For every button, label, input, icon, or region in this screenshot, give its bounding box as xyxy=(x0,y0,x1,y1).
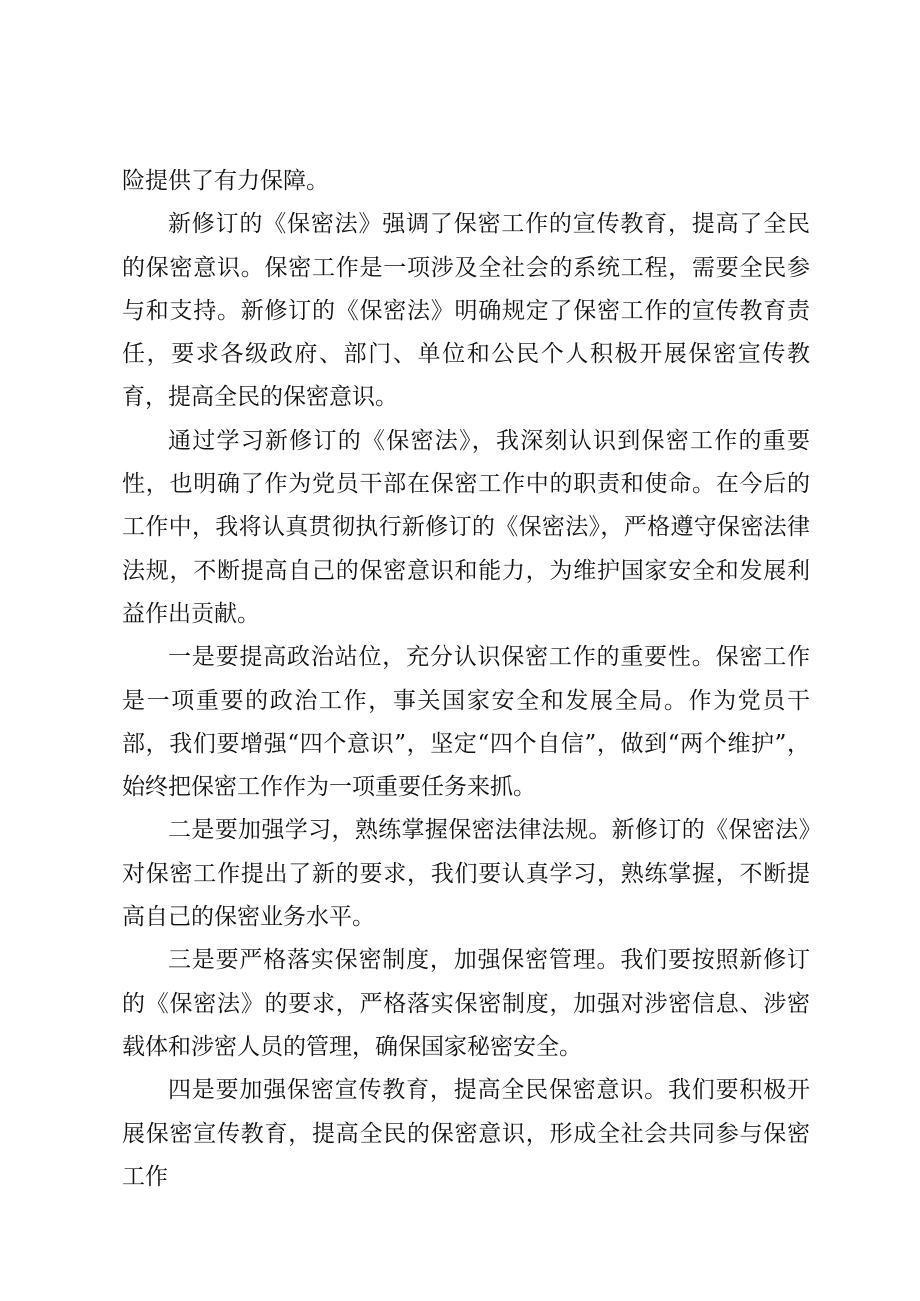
document-body xyxy=(122,160,810,1199)
paragraph-continued: 险提供了有力保障。 xyxy=(122,168,329,194)
paragraph-point-one: 一是要提高政治站位，充分认识保密工作的重要性。保密工作是一项重要的政治工作，事关国家安全和发展全局。作为党员干部，我们要增强“四个意识”，坚定“四个自信”，做到“两个维护”，始终把保密工作作为一项重要任务来抓。 xyxy=(122,644,810,801)
paragraph-propaganda-education: 新修订的《保密法》强调了保密工作的宣传教育，提高了全民的保密意识。保密工作是一项涉及全社会的系统工程，需要全民参与和支持。新修订的《保密法》明确规定了保密工作的宣传教育责任，要求各级政府、部门、单位和公民个人积极开展保密宣传教育，提高全民的保密意识。 xyxy=(122,211,810,411)
paragraph-point-three: 三是要严格落实保密制度，加强保密管理。我们要按照新修订的《保密法》的要求，严格落实保密制度，加强对涉密信息、涉密载体和涉密人员的管理，确保国家秘密安全。 xyxy=(122,947,810,1060)
paragraph-point-four: 四是要加强保密宣传教育，提高全民保密意识。我们要积极开展保密宣传教育，提高全民的保密意识，形成全社会共同参与保密工作 xyxy=(122,1077,810,1190)
paragraph-learning-summary: 通过学习新修订的《保密法》，我深刻认识到保密工作的重要性，也明确了作为党员干部在保密工作中的职责和使命。在今后的工作中，我将认真贯彻执行新修订的《保密法》，严格遵守保密法律法规，不断提高自己的保密意识和能力，为维护国家安全和发展利益作出贡献。 xyxy=(122,427,810,627)
paragraph-point-two: 二是要加强学习，熟练掌握保密法律法规。新修订的《保密法》对保密工作提出了新的要求，我们要认真学习，熟练掌握，不断提高自己的保密业务水平。 xyxy=(122,817,810,931)
